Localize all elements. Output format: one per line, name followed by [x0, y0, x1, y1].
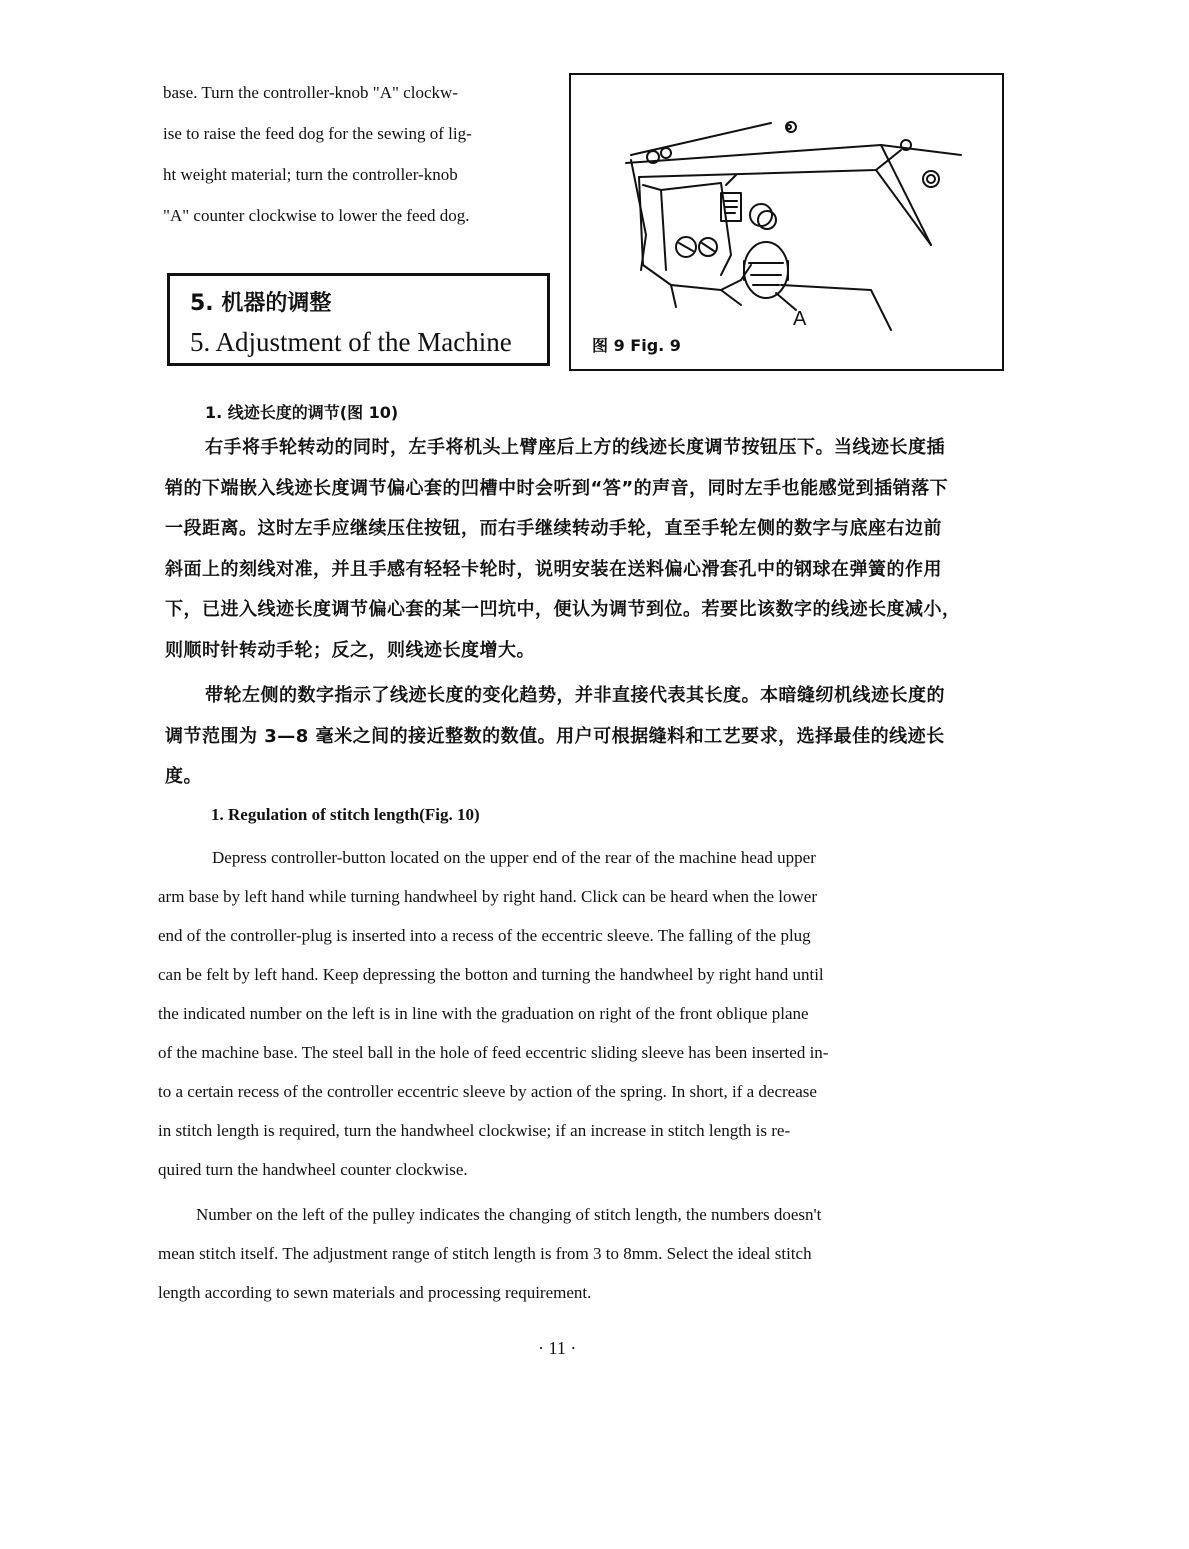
zh-paragraph-2 [165, 676, 1005, 798]
section-heading-box [167, 273, 550, 366]
en-line: end of the controller-plug is inserted into a recess of the eccentric sleeve. The falling of the plug [158, 926, 811, 945]
en-line: arm base by left hand while turning handwheel by right hand. Click can be heard when the lower [158, 887, 818, 906]
zh-line: 右手将手轮转动的同时，左手将机头上臂座后上方的线迹长度调节按钮压下。当线迹长度插 [205, 437, 945, 458]
zh-paragraph-1 [165, 428, 1005, 671]
intro-paragraph [163, 72, 553, 236]
en-line: can be felt by left hand. Keep depressing the botton and turning the handwheel by right hand until [158, 965, 824, 984]
section-title-zh: 5. 机器的调整 [190, 291, 332, 316]
zh-line: 带轮左侧的数字指示了线迹长度的变化趋势，并非直接代表其长度。本暗缝纫机线迹长度的 [205, 685, 945, 706]
subsection-heading-zh: 1. 线迹长度的调节(图 10) [205, 403, 399, 422]
en-line: of the machine base. The steel ball in the hole of feed eccentric sliding sleeve has been inserted in- [158, 1043, 829, 1062]
en-line: quired turn the handwheel counter clockwise. [158, 1160, 468, 1179]
en-line: the indicated number on the left is in line with the graduation on right of the front oblique plane [158, 1004, 809, 1023]
zh-line: 度。 [165, 766, 202, 787]
figure-label-a: A [793, 308, 807, 330]
en-paragraph-1 [158, 838, 1008, 1189]
subsection-heading-en: 1. Regulation of stitch length(Fig. 10) [211, 805, 480, 824]
en-line: to a certain recess of the controller eccentric sleeve by action of the spring. In short, if a decrease [158, 1082, 817, 1101]
page-number: · 11 · [538, 1338, 577, 1358]
zh-line: 销的下端嵌入线迹长度调节偏心套的凹槽中时会听到“答”的声音，同时左手也能感觉到插销落下 [165, 477, 949, 499]
zh-line: 下，已进入线迹长度调节偏心套的某一凹坑中，便认为调节到位。若要比该数字的线迹长度减小， [165, 599, 961, 620]
machine-illustration [571, 75, 1002, 369]
figure-caption: 图 9 Fig. 9 [592, 336, 681, 355]
zh-line: 则顺时针转动手轮；反之，则线迹长度增大。 [165, 639, 535, 661]
zh-line: 斜面上的刻线对准，并且手感有轻轻卡轮时，说明安装在送料偏心滑套孔中的钢球在弹簧的作用 [165, 558, 942, 580]
en-paragraph-2 [158, 1195, 1008, 1312]
en-line: mean stitch itself. The adjustment range of stitch length is from 3 to 8mm. Select the ideal stitch [158, 1244, 812, 1263]
en-line: length according to sewn materials and processing requirement. [158, 1283, 592, 1302]
en-line: in stitch length is required, turn the handwheel clockwise; if an increase in stitch length is re- [158, 1121, 791, 1140]
figure-9 [569, 73, 1004, 371]
zh-line: 调节范围为 3—8 毫米之间的接近整数的数值。用户可根据缝料和工艺要求，选择最佳的线迹长 [165, 725, 945, 747]
en-line: Number on the left of the pulley indicates the changing of stitch length, the numbers doesn't [196, 1205, 822, 1224]
intro-line: "A" counter clockwise to lower the feed dog. [163, 206, 470, 225]
intro-line: base. Turn the controller-knob "A" clockw- [163, 83, 458, 102]
en-line: Depress controller-button located on the upper end of the rear of the machine head upper [212, 848, 816, 867]
section-title-en: 5. Adjustment of the Machine [190, 327, 512, 357]
intro-line: ht weight material; turn the controller-knob [163, 165, 458, 184]
zh-line: 一段距离。这时左手应继续压住按钮，而右手继续转动手轮，直至手轮左侧的数字与底座右边前 [165, 518, 942, 539]
intro-line: ise to raise the feed dog for the sewing of lig- [163, 124, 472, 143]
